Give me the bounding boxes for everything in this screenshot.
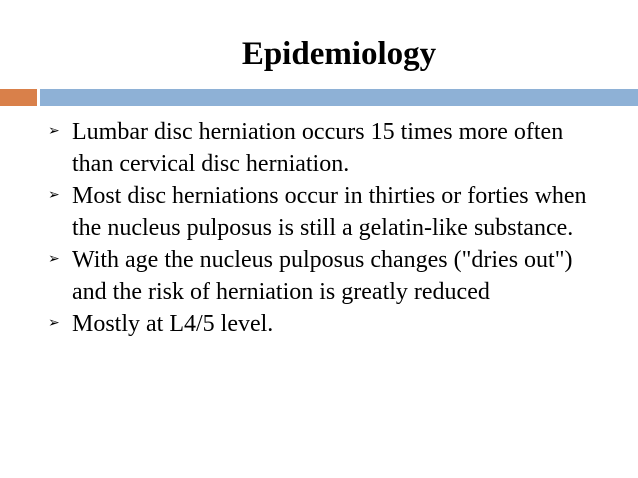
bullet-text: Lumbar disc herniation occurs 15 times more often than cervical disc herniation. — [72, 119, 564, 177]
slide-title: Epidemiology — [241, 36, 437, 72]
arrow-bullet-icon: ➢ — [48, 316, 60, 331]
accent-bar-left — [0, 89, 37, 106]
bullet-list — [0, 116, 638, 340]
arrow-bullet-icon: ➢ — [48, 252, 60, 267]
arrow-bullet-icon: ➢ — [48, 188, 60, 203]
bullet-item — [0, 244, 638, 308]
bullet-item — [0, 308, 638, 340]
bullet-text: Mostly at L4/5 level. — [72, 311, 274, 337]
bullet-item — [0, 180, 638, 244]
arrow-bullet-icon: ➢ — [48, 124, 60, 139]
bullet-text: Most disc herniations occur in thirties or forties when the nucleus pulposus is still a gelatin-like substance. — [72, 183, 587, 241]
bullet-item — [0, 116, 638, 180]
bullet-text: With age the nucleus pulposus changes ("dries out") and the risk of herniation is greatly reduced — [72, 247, 573, 305]
accent-bar-right — [40, 89, 638, 106]
